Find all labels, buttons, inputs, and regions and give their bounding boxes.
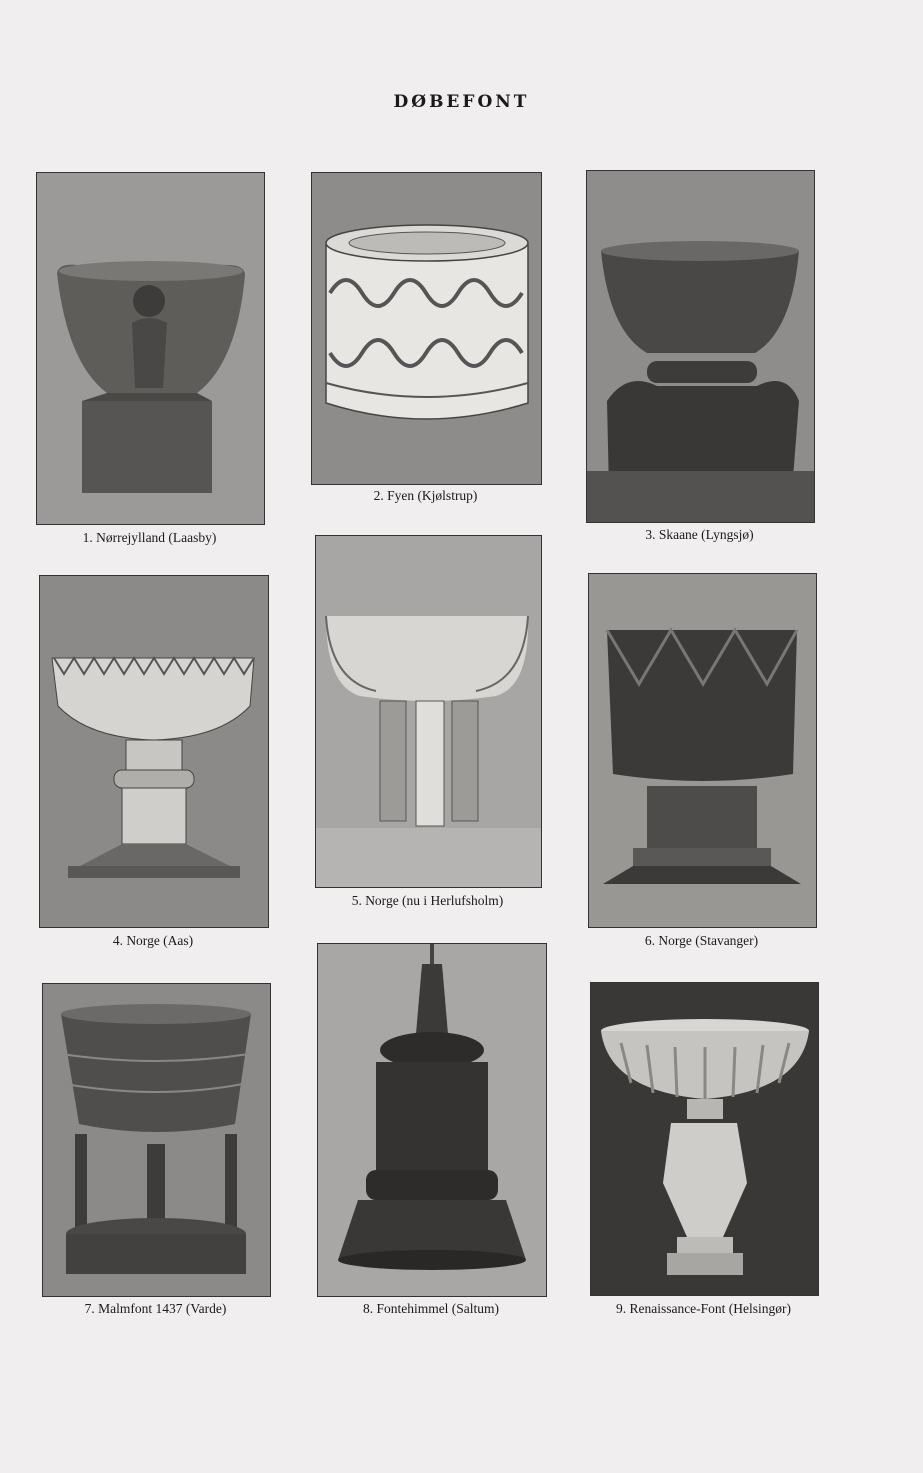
figure-2-caption: 2. Fyen (Kjølstrup)	[373, 488, 478, 503]
figure-6-caption: 6. Norge (Stavanger)	[644, 933, 759, 948]
figure-9-caption: 9. Renaissance-Font (Helsingør)	[615, 1301, 792, 1316]
figure-1-caption: 1. Nørrejylland (Laasby)	[82, 530, 217, 545]
figure-4-caption: 4. Norge (Aas)	[112, 933, 194, 948]
figure-8-image	[317, 943, 547, 1297]
figure-4-image	[39, 575, 269, 928]
figure-7-image	[42, 983, 271, 1297]
figure-6-image	[588, 573, 817, 928]
figure-9-image	[590, 982, 819, 1296]
page-title: DØBEFONT	[393, 92, 530, 112]
figure-1-image	[36, 172, 265, 525]
figure-3-image	[586, 170, 815, 523]
figure-2-image	[311, 172, 542, 485]
figure-8-caption: 8. Fontehimmel (Saltum)	[362, 1301, 500, 1316]
figure-7-caption: 7. Malmfont 1437 (Varde)	[84, 1301, 227, 1316]
figure-5-image	[315, 535, 542, 888]
figure-5-caption: 5. Norge (nu i Herlufsholm)	[351, 893, 504, 908]
figure-3-caption: 3. Skaane (Lyngsjø)	[645, 527, 754, 542]
